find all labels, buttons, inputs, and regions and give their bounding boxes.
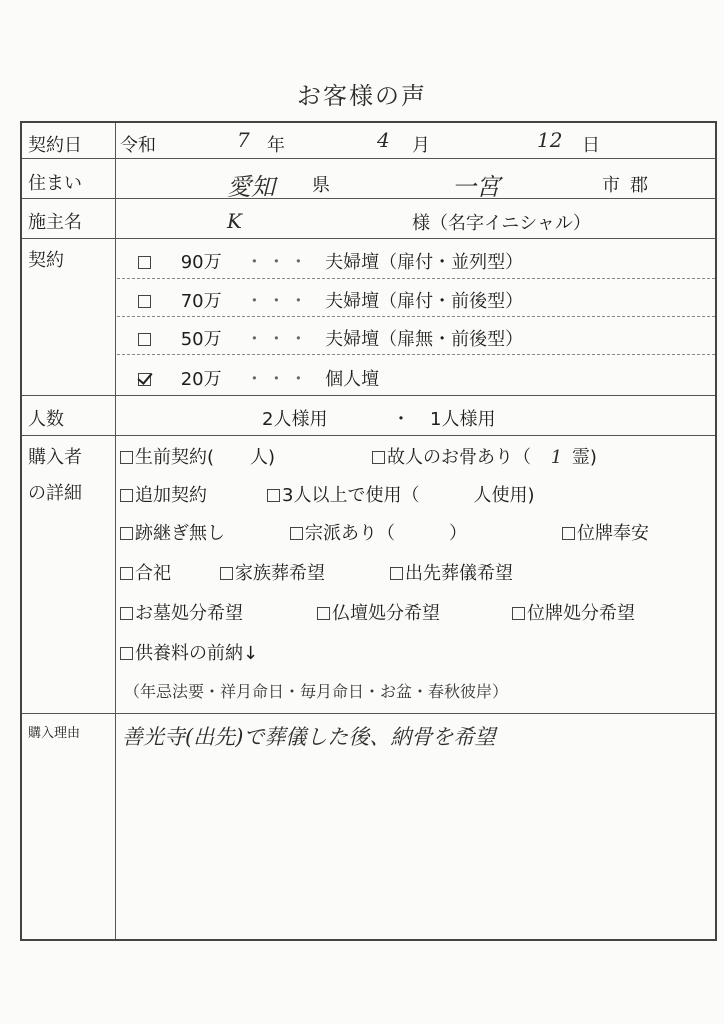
option-divider (117, 316, 715, 317)
option-divider (117, 278, 715, 279)
detail-prepay[interactable]: 供養料の前納↓ (120, 639, 258, 665)
checkbox[interactable] (120, 567, 133, 580)
option-divider (117, 354, 715, 355)
contract-option-90[interactable]: 90万 ・・・ 夫婦壇（扉付・並列型） (138, 248, 523, 274)
row-divider (22, 198, 715, 199)
detail-tablet-disposal[interactable]: 位牌処分希望 (512, 599, 635, 625)
detail-offsite-funeral[interactable]: 出先葬儀希望 (390, 559, 513, 585)
label-client: 施主名 (28, 212, 82, 233)
label-address: 住まい (28, 173, 82, 194)
label-contract: 契約 (28, 250, 64, 271)
checkbox[interactable] (120, 607, 133, 620)
row-divider (22, 713, 715, 714)
date-day[interactable]: 12 (537, 128, 563, 152)
date-day-unit: 日 (582, 135, 600, 156)
checkbox[interactable] (372, 451, 385, 464)
reason-text[interactable]: 善光寺(出先)で葬儀した後、納骨を希望 (122, 725, 496, 749)
checkbox-checked[interactable] (138, 373, 151, 386)
detail-no-heir[interactable]: 跡継ぎ無し (120, 519, 225, 545)
detail-grave-disposal[interactable]: お墓処分希望 (120, 599, 243, 625)
checkbox[interactable] (220, 567, 233, 580)
address-city[interactable]: 一宮 (452, 173, 500, 201)
detail-family-funeral[interactable]: 家族葬希望 (220, 559, 325, 585)
checkbox[interactable] (317, 607, 330, 620)
label-reason: 購入理由 (28, 726, 81, 741)
date-month-unit: 月 (412, 135, 430, 156)
detail-pre-contract[interactable]: 生前契約( 人) (120, 443, 275, 469)
checkbox[interactable] (138, 295, 151, 308)
label-column-divider (115, 123, 116, 939)
detail-joint-burial[interactable]: 合祀 (120, 559, 171, 585)
row-divider (22, 158, 715, 159)
contract-option-70[interactable]: 70万 ・・・ 夫婦壇（扉付・前後型） (138, 287, 523, 313)
address-district-unit: 郡 (630, 175, 648, 196)
people-two[interactable]: 2人様用 (262, 409, 328, 430)
date-era: 令和 (120, 135, 156, 156)
checkbox[interactable] (120, 647, 133, 660)
checkbox[interactable] (562, 527, 575, 540)
checkbox[interactable] (138, 333, 151, 346)
detail-tablet-enshrine[interactable]: 位牌奉安 (562, 519, 649, 545)
date-year-unit: 年 (267, 135, 285, 156)
address-prefecture-unit: 県 (312, 175, 330, 196)
row-divider (22, 435, 715, 436)
feedback-form (20, 121, 717, 941)
label-details-2: の詳細 (28, 483, 82, 504)
checkbox[interactable] (512, 607, 525, 620)
date-year[interactable]: 7 (237, 128, 250, 152)
checkbox[interactable] (138, 256, 151, 269)
label-people: 人数 (28, 409, 64, 430)
address-prefecture[interactable]: 愛知 (227, 173, 275, 201)
people-sep: ・ (392, 409, 410, 430)
detail-remains[interactable]: 故人のお骨あり（ 1 霊) (372, 443, 597, 469)
contract-option-20[interactable]: 20万 ・・・ 個人壇 (138, 365, 379, 391)
detail-altar-disposal[interactable]: 仏壇処分希望 (317, 599, 440, 625)
client-suffix: 様（名字イニシャル） (412, 213, 591, 234)
checkbox[interactable] (120, 451, 133, 464)
row-divider (22, 395, 715, 396)
checkbox[interactable] (120, 527, 133, 540)
date-month[interactable]: 4 (377, 128, 390, 152)
detail-sect[interactable]: 宗派あり（ ） (290, 519, 467, 545)
page-title: お客様の声 (297, 82, 427, 110)
row-divider (22, 238, 715, 239)
label-date: 契約日 (28, 135, 82, 156)
detail-additional[interactable]: 追加契約 (120, 481, 207, 507)
checkbox[interactable] (290, 527, 303, 540)
checkbox[interactable] (267, 489, 280, 502)
detail-note: （年忌法要・祥月命日・毎月命日・お盆・春秋彼岸） (124, 682, 509, 701)
label-details-1: 購入者 (28, 447, 82, 468)
checkbox[interactable] (120, 489, 133, 502)
detail-three-plus[interactable]: 3人以上で使用（ 人使用) (267, 481, 534, 507)
people-one[interactable]: 1人様用 (430, 409, 496, 430)
client-initial[interactable]: K (227, 209, 242, 233)
checkbox[interactable] (390, 567, 403, 580)
contract-option-50[interactable]: 50万 ・・・ 夫婦壇（扉無・前後型） (138, 325, 523, 351)
address-city-unit: 市 (602, 175, 620, 196)
